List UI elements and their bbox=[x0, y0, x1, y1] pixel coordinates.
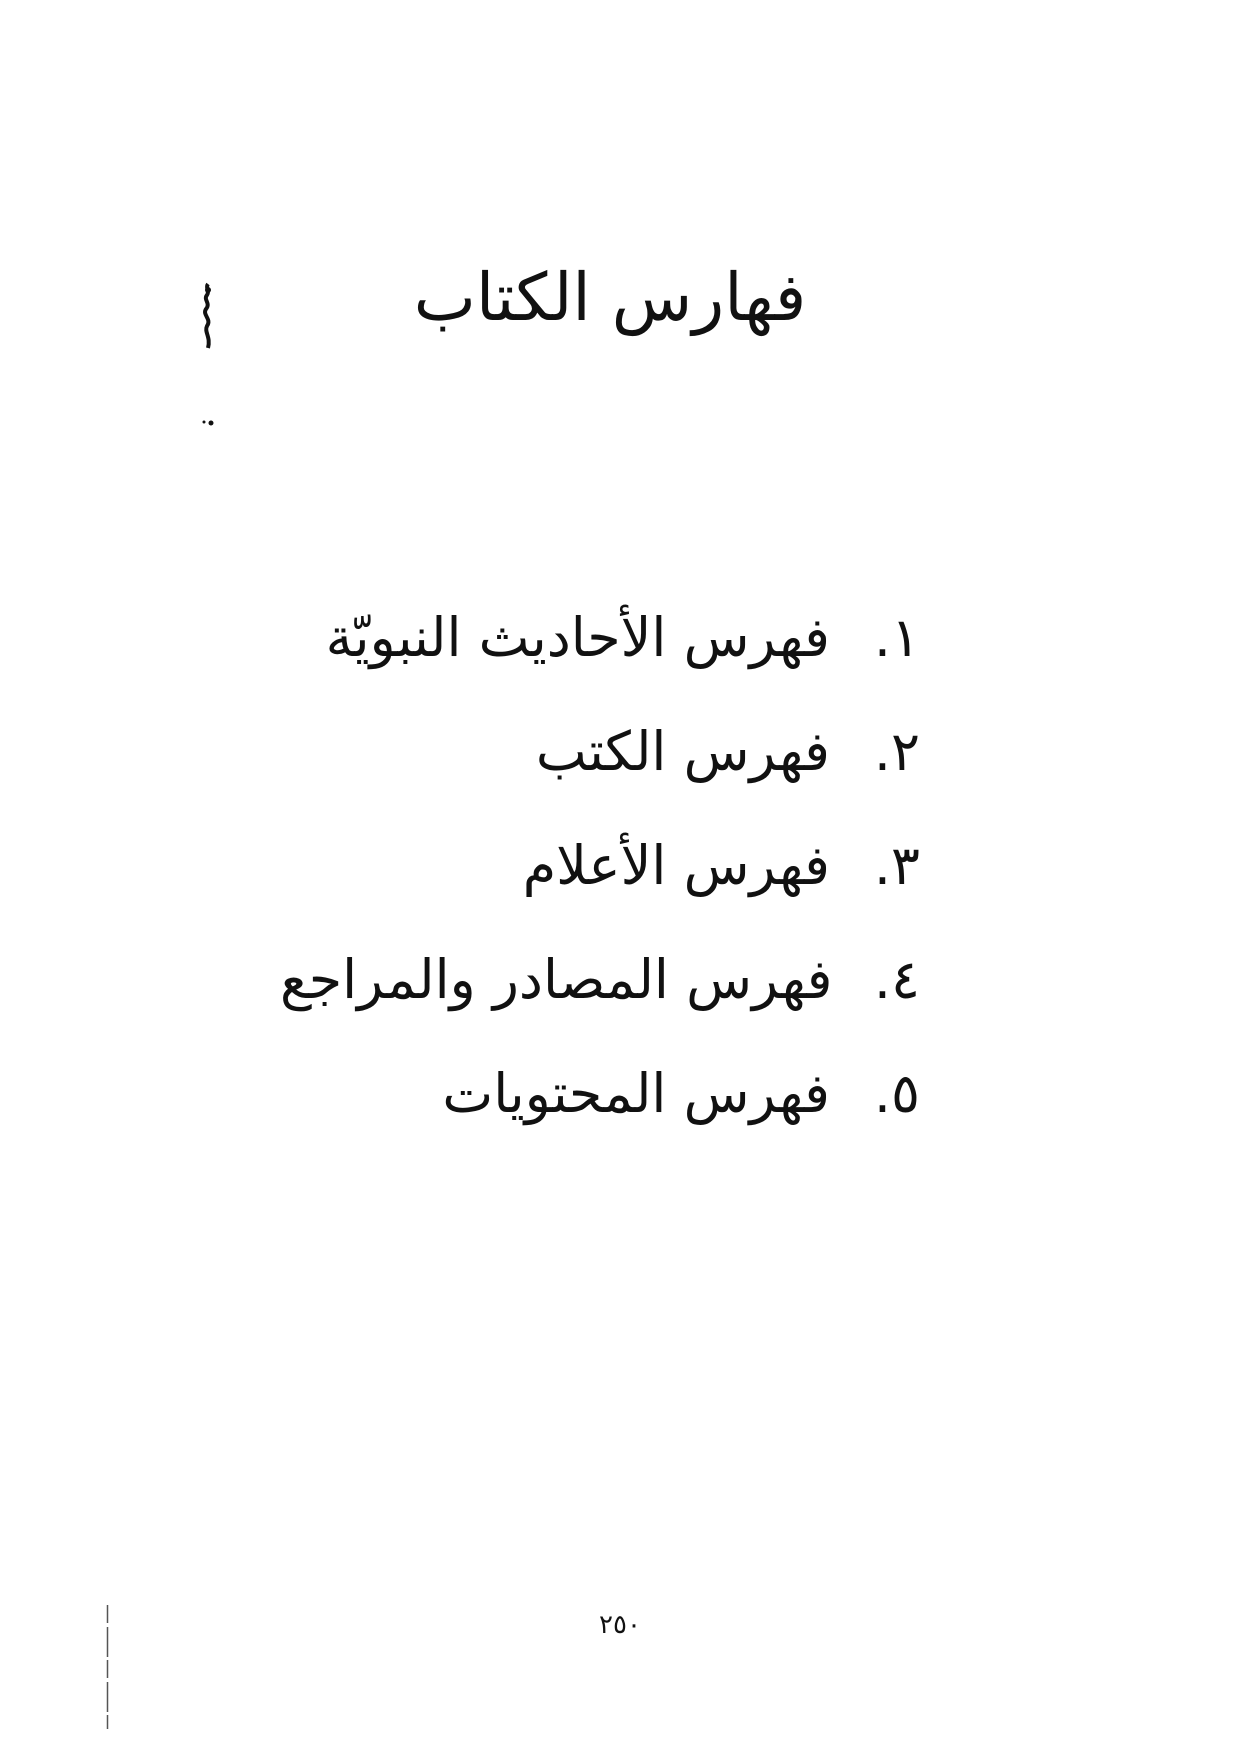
scan-margin-line bbox=[106, 1605, 109, 1729]
entry-number: ٥. bbox=[873, 1061, 920, 1125]
entry-label: فهرس الأعلام bbox=[522, 833, 830, 897]
entry-label: فهرس المصادر والمراجع bbox=[280, 947, 833, 1011]
entry-number: ٢. bbox=[873, 719, 920, 783]
entry-label: فهرس المحتويات bbox=[442, 1061, 830, 1125]
scan-artifact-mark bbox=[200, 282, 216, 350]
index-list bbox=[280, 580, 920, 1150]
entry-label: فهرس الأحاديث النبويّة bbox=[325, 605, 830, 669]
entry-number: ١. bbox=[873, 605, 920, 669]
page-title: فهارس الكتاب bbox=[413, 259, 807, 336]
scan-artifact-dots bbox=[201, 418, 217, 426]
entry-number: ٤. bbox=[873, 947, 920, 1011]
entry-label: فهرس الكتب bbox=[535, 719, 830, 783]
page-number: ٢٥٠ bbox=[599, 1610, 641, 1640]
index-entry-notables bbox=[280, 808, 920, 922]
index-entry-sources bbox=[280, 922, 920, 1036]
entry-number: ٣. bbox=[873, 833, 920, 897]
index-entry-hadith bbox=[280, 580, 920, 694]
index-entry-contents bbox=[280, 1036, 920, 1150]
index-entry-books bbox=[280, 694, 920, 808]
